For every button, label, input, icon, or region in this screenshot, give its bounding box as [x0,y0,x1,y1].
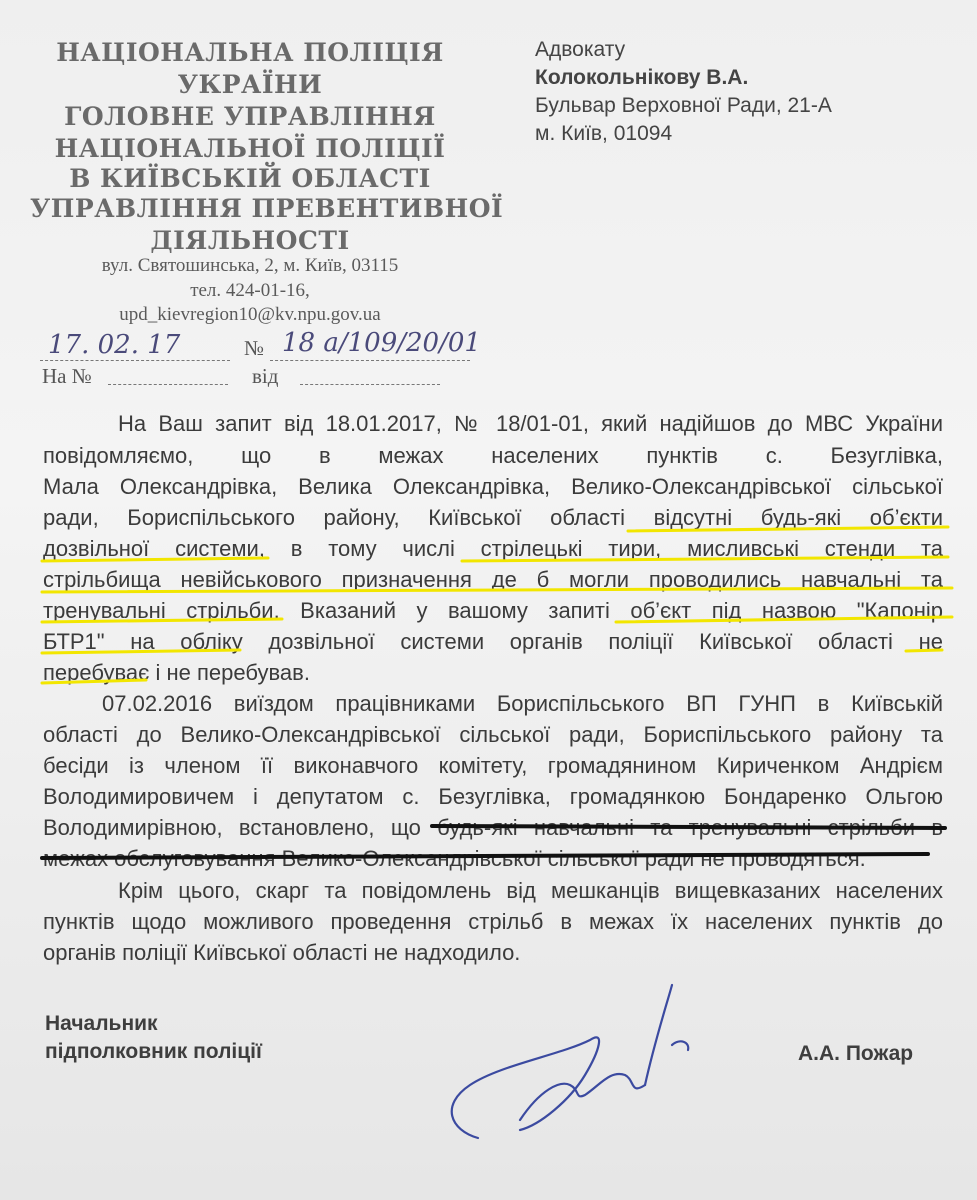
body-line: Крім цього, скарг та повідомлень від мешканців вищевказаних населених [118,878,943,903]
addressee-name: Колокольнікову В.А. [535,66,749,89]
body-line: Володимирівною, встановлено, що будь-які навчальні та тренувальні стрільби в [43,815,943,840]
org-name-line-5: В КИЇВСЬКІЙ ОБЛАСТІ [69,164,431,193]
addressee-city: м. Київ, 01094 [535,122,673,145]
signature-stroke [520,1074,645,1120]
body-line: ради, Бориспільського району, Київської області відсутні будь-які об’єкти [43,505,943,530]
org-name-line-6: УПРАВЛІННЯ ПРЕВЕНТИВНОЇ [30,194,504,223]
body-line: органів поліції Київської області не надходило. [43,940,521,965]
org-name-line-3: ГОЛОВНЕ УПРАВЛІННЯ [64,102,436,131]
body-line: 07.02.2016 виїздом працівниками Бориспільського ВП ГУНП в Київській [102,691,943,716]
org-address: вул. Святошинська, 2, м. Київ, 03115 [101,255,399,276]
body-line: На Ваш запит від 18.01.2017, № 18/01-01, який надійшов до МВС України [118,411,943,436]
body-line: стрільбища невійськового призначення де б могли проводились навчальні та [43,567,943,592]
body-line: Мала Олександрівка, Велика Олександрівка, Велико-Олександрівської сільської [43,474,943,499]
handwritten-number: 18 a/109/20/01 [282,328,481,358]
body-line: пунктів щодо можливого проведення стрільб в межах їх населених пунктів до [43,909,943,934]
addressee-street: Бульвар Верховної Ради, 21-А [535,94,832,117]
signature-stroke [645,985,672,1085]
signer-position-line-2: підполковник поліції [45,1040,262,1063]
number-line [270,360,470,361]
body-line: БТР1" на обліку дозвільної системи органів поліції Київської області не [43,629,943,654]
signer-name: А.А. Пожар [798,1042,914,1065]
org-email: upd_kievregion10@kv.npu.gov.ua [119,304,381,325]
body-line: дозвільної системи, в тому числі стрілецькі тири, мисливські стенди та [43,536,943,561]
on-no-label: На № [42,364,92,388]
signer-position-line-1: Начальник [45,1012,158,1035]
handwritten-date: 17. 02. 17 [48,330,181,360]
number-symbol: № [244,336,265,360]
body-line: межах обслуговування Велико-Олександрівської сільської ради не проводяться. [43,846,866,871]
org-name-line-4: НАЦІОНАЛЬНОЇ ПОЛІЦІЇ [54,134,446,163]
body-line: Володимировичем і депутатом с. Безуглівка, громадянкою Бондаренко Ольгою [43,784,943,809]
on-no-line [108,384,228,385]
org-name-line-7: ДІЯЛЬНОСТІ [150,226,350,255]
org-phone: тел. 424-01-16, [190,280,310,301]
body-line: бесіди із членом її виконавчого комітету, громадянином Кириченком Андрієм [43,753,943,778]
body-line: області до Велико-Олександрівської сільської ради, Бориспільського району та [43,722,943,747]
from-line [300,384,440,385]
addressee-title: Адвокату [535,38,626,61]
body-line: перебуває і не перебував. [43,660,310,685]
signature-stroke [452,1037,599,1138]
date-line [40,360,230,361]
org-name-line-1: НАЦІОНАЛЬНА ПОЛІЦІЯ [56,38,444,67]
from-label: від [252,364,279,388]
body-line: тренувальні стрільби. Вказаний у вашому запиті об’єкт під назвою "Капонір [43,598,943,623]
org-name-line-2: УКРАЇНИ [177,70,323,99]
signature-stroke [672,1041,688,1050]
body-line: повідомляємо, що в межах населених пунктів с. Безуглівка, [43,443,943,468]
handwritten-signature [452,985,689,1138]
